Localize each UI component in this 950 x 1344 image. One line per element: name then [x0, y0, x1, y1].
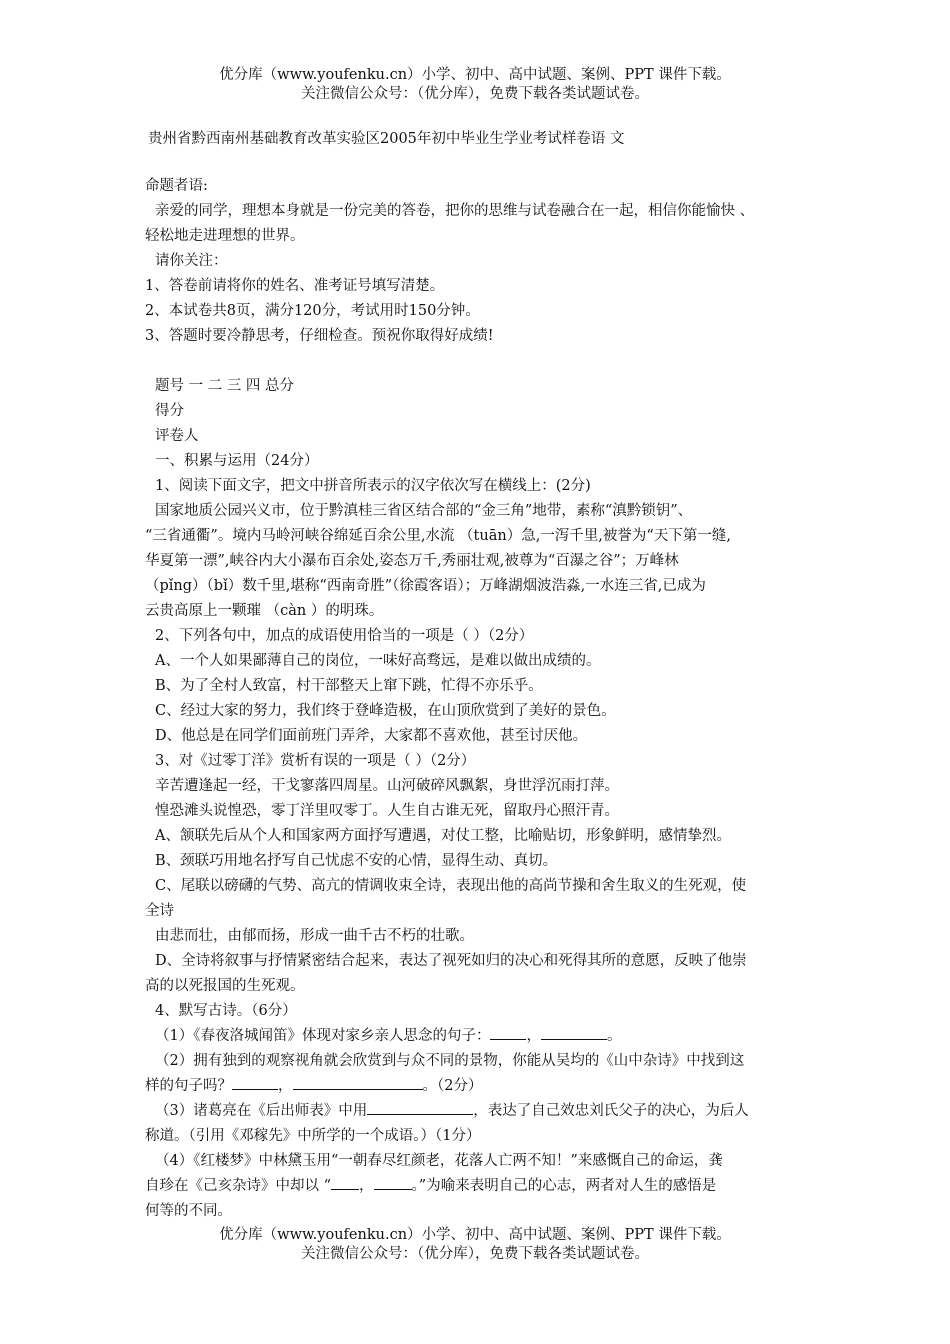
text-line: 。	[606, 1028, 622, 1044]
option-d: D、他总是在同学们面前班门弄斧，大家都不喜欢他，甚至讨厌他。	[155, 728, 588, 744]
text-line: 全诗	[145, 903, 174, 919]
answer-blank[interactable]	[232, 1075, 278, 1090]
poem-line: 辛苦遭逢起一经，干戈寥落四周星。山河破碎风飘絮，身世浮沉雨打萍。	[155, 778, 619, 794]
text-line: 样的句子吗？	[145, 1078, 232, 1094]
text-line: 请你关注：	[155, 253, 228, 269]
page-footer	[0, 1226, 950, 1264]
answer-blank[interactable]	[331, 1175, 359, 1190]
text-line: （1）《春夜洛城闻笛》体现对家乡亲人思念的句子：	[155, 1028, 491, 1044]
question-4-3	[145, 1099, 813, 1124]
text-line	[145, 1074, 813, 1099]
question-4-1	[145, 1024, 813, 1049]
answer-blank[interactable]	[374, 1175, 412, 1190]
text-line: ，	[278, 1078, 293, 1094]
answer-blank[interactable]	[541, 1025, 607, 1040]
text-line: 国家地质公园兴义市，位于黔滇桂三省区结合部的“金三角”地带，素称“滇黔锁钥”、	[155, 503, 693, 519]
text-line: 。（2分）	[422, 1078, 483, 1094]
answer-blank[interactable]	[293, 1075, 423, 1090]
footer-line-1: 优分库（www.youfenku.cn）小学、初中、高中试题、案例、PPT 课件下载。	[219, 1227, 731, 1243]
text-line: 由悲而壮，由郁而扬，形成一曲千古不朽的壮歌。	[155, 928, 474, 944]
header-line-1: 优分库（www.youfenku.cn）小学、初中、高中试题、案例、PPT 课件下载。	[219, 67, 731, 83]
document-title: 贵州省黔西南州基础教育改革实验区2005年初中毕业生学业考试样卷语 文	[148, 131, 625, 147]
score-row: 得分	[155, 403, 184, 419]
text-line: ，	[526, 1028, 541, 1044]
text-line: 称道。（引用《邓稼先》中所学的一个成语。）（1分）	[145, 1128, 481, 1144]
answer-blank[interactable]	[367, 1100, 473, 1115]
text-line: 云贵高原上一颗璀 （càn ）的明珠。	[145, 603, 384, 619]
question-2: 2、下列各句中，加点的成语使用恰当的一项是（ ）（2分）	[155, 628, 534, 644]
text-line: 命题者语:	[145, 178, 208, 194]
text-line: 2、本试卷共8页，满分120分，考试用时150分钟。	[145, 303, 480, 319]
text-line: 轻松地走进理想的世界。	[145, 228, 305, 244]
question-4-2: （2）拥有独到的观察视角就会欣赏到与众不同的景物，你能从吴均的《山中杂诗》中找到这	[155, 1053, 745, 1069]
question-4-4: （4）《红楼梦》中林黛玉用“一朝春尽红颜老，花落人亡两不知！”来感慨自己的命运，龚	[155, 1153, 723, 1169]
answer-blank[interactable]	[490, 1025, 526, 1040]
question-1: 1、阅读下面文字，把文中拼音所表示的汉字依次写在横线上：(2分)	[155, 478, 591, 494]
option-c: C、尾联以磅礴的气势、高亢的情调收束全诗，表现出他的高尚节操和舍生取义的生死观，使	[155, 878, 747, 894]
header-line-2: 关注微信公众号：（优分库），免费下载各类试题试卷。	[301, 86, 649, 102]
text-line: 1、答卷前请将你的姓名、准考证号填写清楚。	[145, 278, 445, 294]
document-body	[145, 174, 813, 1224]
text-line: 华夏第一漂”,峡谷内大小瀑布百余处,姿态万千,秀丽壮观,被尊为“百瀑之谷”；万峰林	[145, 553, 679, 569]
option-a: A、颔联先后从个人和国家两方面抒写遭遇，对仗工整，比喻贴切，形象鲜明，感情挚烈。	[155, 828, 731, 844]
question-3: 3、对《过零丁洋》赏析有误的一项是（ ）（2分）	[155, 753, 476, 769]
text-line: 高的以死报国的生死观。	[145, 978, 305, 994]
option-b: B、为了全村人致富，村干部整天上窜下跳，忙得不亦乐乎。	[155, 678, 543, 694]
question-4: 4、默写古诗。（6分）	[155, 1003, 297, 1019]
text-line: 何等的不同。	[145, 1203, 232, 1219]
text-line: 。”为喻来表明自己的心志，两者对人生的感悟是	[411, 1178, 717, 1194]
option-b: B、颈联巧用地名抒写自己忧虑不安的心情，显得生动、真切。	[155, 853, 558, 869]
text-line: “三省通衢”。境内马岭河峡谷绵延百余公里,水流 （tuān）急,一泻千里,被誉为“天下第一缝,	[145, 528, 731, 544]
option-d: D、全诗将叙事与抒情紧密结合起来，表达了视死如归的决心和死得其所的意愿，反映了他崇	[155, 953, 747, 969]
text-line: （3）诸葛亮在《后出师表》中用	[155, 1103, 368, 1119]
grader-row: 评卷人	[155, 428, 199, 444]
text-line: ，	[359, 1178, 374, 1194]
option-c: C、经过大家的努力，我们终于登峰造极，在山顶欣赏到了美好的景色。	[155, 703, 616, 719]
text-line: 亲爱的同学，理想本身就是一份完美的答卷，把你的思维与试卷融合在一起，相信你能愉快 、	[155, 203, 755, 219]
section-heading: 一、积累与运用（24分）	[155, 453, 319, 469]
footer-line-2: 关注微信公众号：（优分库），免费下载各类试题试卷。	[301, 1246, 649, 1262]
poem-line: 惶恐滩头说惶恐，零丁洋里叹零丁。人生自古谁无死，留取丹心照汗青。	[155, 803, 619, 819]
text-line: 3、答题时要冷静思考，仔细检查。预祝你取得好成绩!	[145, 328, 494, 344]
text-line: ，表达了自己效忠刘氏父子的决心，为后人	[473, 1103, 749, 1119]
text-line: （pǐng）（bǐ）数千里,堪称“西南奇胜”（徐霞客语）；万峰湖烟波浩淼,一水连三省,已成为	[145, 578, 706, 594]
option-a: A、一个人如果鄙薄自己的岗位，一味好高骛远，是难以做出成绩的。	[155, 653, 601, 669]
page-header	[0, 66, 950, 104]
text-line: 自珍在《己亥杂诗》中却以 “	[145, 1178, 332, 1194]
text-line	[145, 1174, 813, 1199]
score-table-header: 题号 一 二 三 四 总分	[155, 378, 295, 394]
